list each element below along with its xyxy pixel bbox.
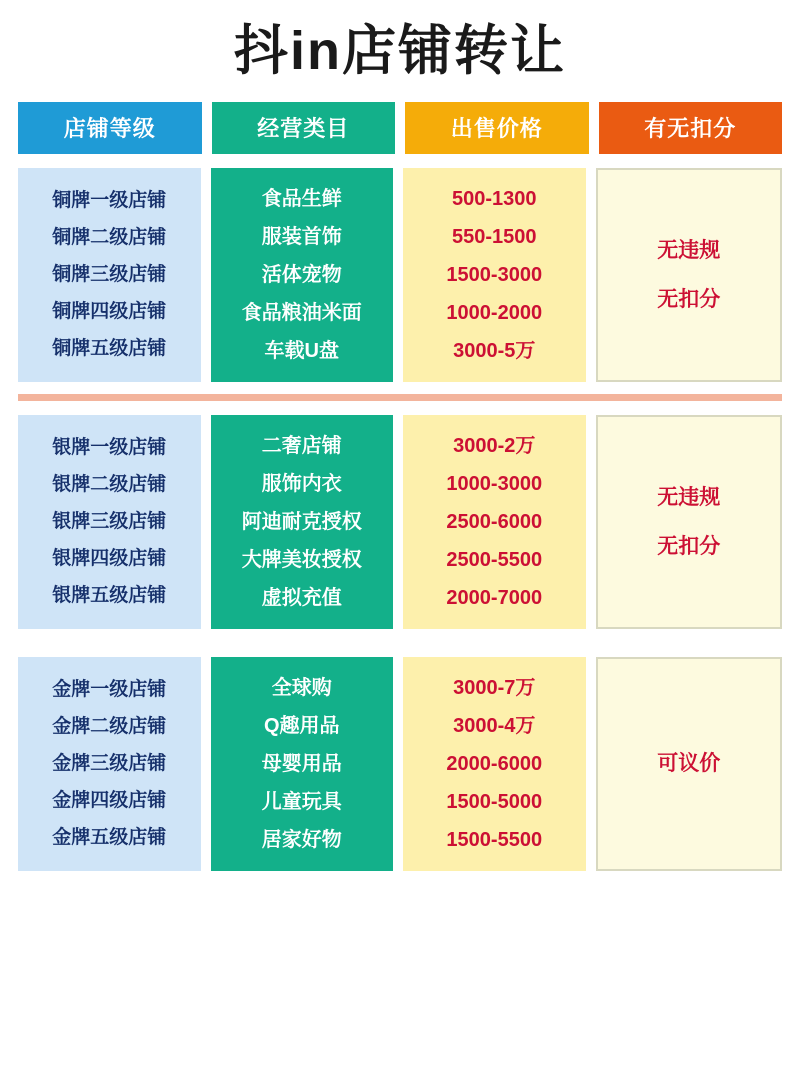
list-item: 铜牌一级店铺 bbox=[52, 190, 167, 211]
list-item: 2500-5500 bbox=[446, 548, 543, 571]
list-item: 活体宠物 bbox=[261, 263, 342, 286]
list-item: 1500-5000 bbox=[446, 790, 543, 813]
band-bronze-penalty bbox=[596, 168, 783, 382]
list-item: 金牌二级店铺 bbox=[52, 716, 167, 737]
list-item: 铜牌三级店铺 bbox=[52, 264, 167, 285]
list-item: 金牌三级店铺 bbox=[52, 753, 167, 774]
list-item: 食品粮油米面 bbox=[241, 301, 362, 324]
list-item: 铜牌四级店铺 bbox=[52, 301, 167, 322]
list-item: 金牌四级店铺 bbox=[52, 790, 167, 811]
table-band-bronze bbox=[18, 168, 782, 382]
price-table bbox=[0, 102, 800, 871]
band-gold-categories bbox=[211, 657, 394, 871]
band-gold-penalty bbox=[596, 657, 783, 871]
band-gold-prices bbox=[403, 657, 586, 871]
list-item: 银牌一级店铺 bbox=[52, 437, 167, 458]
table-band-gold bbox=[18, 657, 782, 871]
list-item: 金牌一级店铺 bbox=[52, 679, 167, 700]
list-item: 银牌四级店铺 bbox=[52, 548, 167, 569]
list-item: 服饰内衣 bbox=[261, 472, 342, 495]
band-spacer bbox=[18, 629, 782, 643]
list-item: 儿童玩具 bbox=[261, 790, 342, 813]
list-item: 居家好物 bbox=[261, 828, 342, 851]
list-item: 1000-2000 bbox=[446, 301, 543, 324]
list-item: 铜牌二级店铺 bbox=[52, 227, 167, 248]
list-item: 银牌五级店铺 bbox=[52, 585, 167, 606]
list-item: Q趣用品 bbox=[263, 714, 340, 737]
page-title: 抖in店铺转让 bbox=[234, 21, 566, 81]
list-item: 2000-6000 bbox=[446, 752, 543, 775]
column-header-category: 经营类目 bbox=[212, 102, 396, 154]
column-header-penalty: 有无扣分 bbox=[599, 102, 783, 154]
list-item: 1500-5500 bbox=[446, 828, 543, 851]
list-item: 500-1300 bbox=[451, 187, 537, 210]
band-bronze-grades bbox=[18, 168, 201, 382]
band-bronze-categories bbox=[211, 168, 394, 382]
band-bronze-prices bbox=[403, 168, 586, 382]
status-badge: 无扣分 bbox=[657, 534, 721, 558]
band-gold-grades bbox=[18, 657, 201, 871]
status-badge: 无违规 bbox=[657, 485, 721, 509]
list-item: 3000-7万 bbox=[453, 676, 536, 699]
status-badge: 可议价 bbox=[657, 752, 721, 775]
list-item: 2500-6000 bbox=[446, 510, 543, 533]
list-item: 全球购 bbox=[271, 676, 332, 699]
list-item: 550-1500 bbox=[451, 225, 537, 248]
list-item: 铜牌五级店铺 bbox=[52, 338, 167, 359]
band-divider bbox=[18, 394, 782, 401]
list-item: 二奢店铺 bbox=[261, 434, 342, 457]
column-header-price: 出售价格 bbox=[405, 102, 589, 154]
band-silver-categories bbox=[211, 415, 394, 629]
status-badge: 无违规 bbox=[657, 238, 721, 262]
band-silver-penalty bbox=[596, 415, 783, 629]
band-silver-prices bbox=[403, 415, 586, 629]
list-item: 2000-7000 bbox=[446, 586, 543, 609]
list-item: 3000-2万 bbox=[453, 434, 536, 457]
list-item: 阿迪耐克授权 bbox=[241, 510, 362, 533]
status-badge: 无扣分 bbox=[657, 287, 721, 311]
list-item: 服装首饰 bbox=[261, 225, 342, 248]
table-band-silver bbox=[18, 415, 782, 629]
list-item: 1000-3000 bbox=[446, 472, 543, 495]
list-item: 3000-4万 bbox=[453, 714, 536, 737]
list-item: 金牌五级店铺 bbox=[52, 827, 167, 848]
list-item: 3000-5万 bbox=[453, 339, 536, 362]
band-silver-grades bbox=[18, 415, 201, 629]
list-item: 大牌美妆授权 bbox=[241, 548, 362, 571]
list-item: 母婴用品 bbox=[261, 752, 342, 775]
list-item: 1500-3000 bbox=[446, 263, 543, 286]
column-header-grade: 店铺等级 bbox=[18, 102, 202, 154]
table-header-row bbox=[18, 102, 782, 154]
list-item: 虚拟充值 bbox=[261, 586, 342, 609]
list-item: 银牌二级店铺 bbox=[52, 474, 167, 495]
list-item: 食品生鲜 bbox=[261, 187, 342, 210]
list-item: 银牌三级店铺 bbox=[52, 511, 167, 532]
list-item: 车载U盘 bbox=[264, 339, 339, 362]
